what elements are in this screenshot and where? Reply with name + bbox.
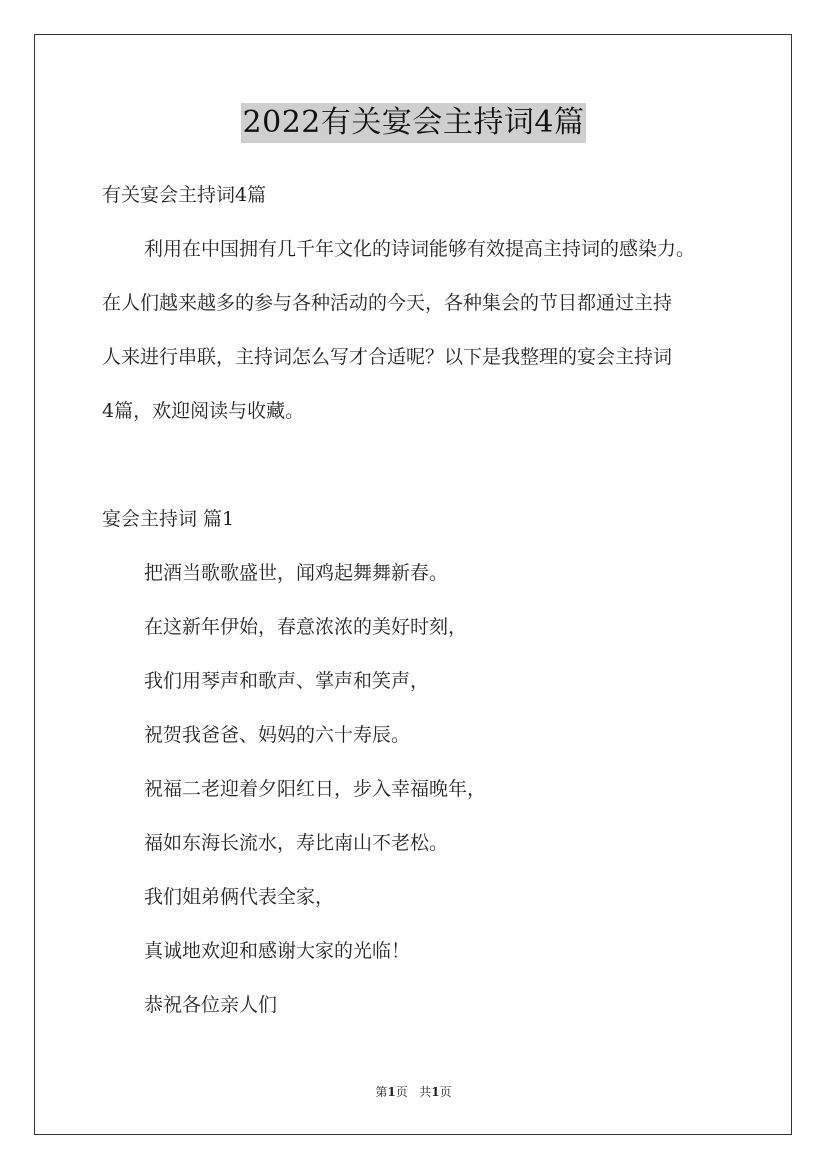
verse-line-7: 我们姐弟俩代表全家，	[144, 886, 335, 908]
document-title-wrap	[0, 103, 827, 143]
verse-line-9: 恭祝各位亲人们	[144, 994, 278, 1016]
verse-line-1: 把酒当歌歌盛世，闻鸡起舞舞新春。	[144, 562, 449, 584]
intro-line-3: 人来进行串联，主持词怎么写才合适呢？以下是我整理的宴会主持词	[102, 346, 673, 368]
footer-total-suffix: 页	[439, 1085, 452, 1099]
footer-page-prefix: 第	[375, 1085, 388, 1099]
verse-line-2: 在这新年伊始，春意浓浓的美好时刻，	[144, 616, 468, 638]
intro-line-4: 4篇，欢迎阅读与收藏。	[102, 400, 305, 422]
footer-total-pages: 1	[431, 1085, 440, 1099]
verse-line-5: 祝福二老迎着夕阳红日，步入幸福晚年，	[144, 778, 487, 800]
intro-line-1: 利用在中国拥有几千年文化的诗词能够有效提高主持词的感染力。	[144, 238, 696, 260]
verse-line-3: 我们用琴声和歌声、掌声和笑声，	[144, 670, 430, 692]
document-title: 2022有关宴会主持词4篇	[241, 103, 587, 143]
verse-line-4: 祝贺我爸爸、妈妈的六十寿辰。	[144, 724, 411, 746]
section-heading: 宴会主持词 篇1	[102, 508, 235, 530]
verse-line-6: 福如东海长流水，寿比南山不老松。	[144, 832, 449, 854]
document-subtitle: 有关宴会主持词4篇	[102, 184, 267, 206]
footer-total-prefix: 共	[419, 1085, 432, 1099]
intro-line-2: 在人们越来越多的参与各种活动的今天，各种集会的节目都通过主持	[102, 292, 673, 314]
page-footer	[0, 1084, 827, 1100]
footer-page-number: 1	[387, 1085, 396, 1099]
verse-line-8: 真诚地欢迎和感谢大家的光临！	[144, 940, 411, 962]
footer-page-suffix: 页	[395, 1085, 408, 1099]
